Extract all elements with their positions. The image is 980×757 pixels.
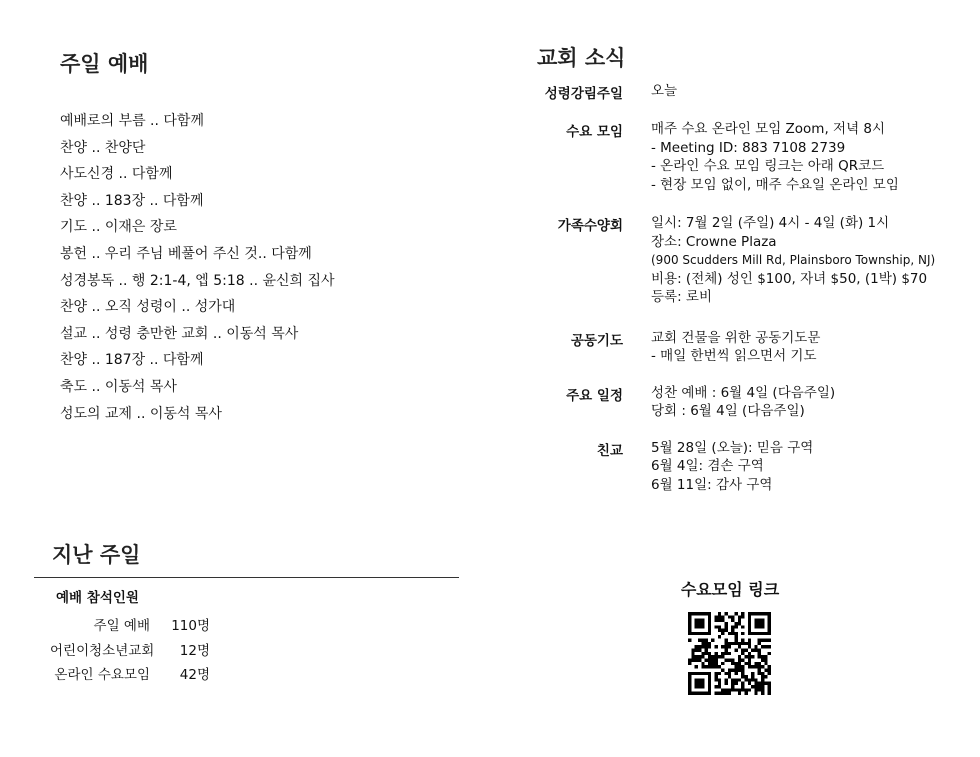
news-item-line: 오늘: [651, 83, 678, 99]
news-item-line: 6월 11일: 감사 구역: [651, 476, 773, 493]
news-item-line: - 온라인 수요 모임 링크는 아래 QR코드: [651, 158, 885, 174]
attendance-table: [50, 586, 210, 688]
news-item-label: 성령강림주일: [544, 86, 623, 102]
news-item-line: 5월 28일 (오늘): 믿음 구역: [651, 439, 814, 456]
worship-order-item: 사도신경 .. 다함께: [60, 166, 173, 183]
news-item-line: 장소: Crowne Plaza: [651, 233, 777, 250]
news-item-label: 친교: [596, 442, 623, 459]
worship-order-item: 예배로의 부름 .. 다함께: [60, 113, 204, 129]
last-week-title: 지난 주일: [52, 543, 141, 567]
attendance-count: 42명: [179, 667, 210, 683]
news-item-line: 교회 건물을 위한 공동기도문: [651, 329, 821, 346]
news-title: 교회 소식: [537, 46, 626, 70]
news-item-label: 수요 모임: [566, 124, 623, 140]
attendance-name: 주일 예배: [93, 618, 150, 634]
news-item-line: 매주 수요 온라인 모임 Zoom, 저녁 8시: [651, 121, 886, 137]
worship-order-item: 기도 .. 이재은 장로: [60, 219, 177, 236]
attendance-row: [50, 614, 210, 639]
attendance-title: 예배 참석인원: [56, 590, 139, 606]
worship-order-item: 찬양 .. 오직 성령이 .. 성가대: [60, 299, 236, 316]
attendance-name: 온라인 수요모임: [54, 667, 150, 683]
worship-order-item: 설교 .. 성령 충만한 교회 .. 이동석 목사: [60, 325, 299, 342]
news-item: [520, 384, 960, 421]
attendance-name: 어린이청소년교회: [50, 642, 155, 659]
qr-title: 수요모임 링크: [680, 580, 780, 599]
news-item-line: - Meeting ID: 883 7108 2739: [651, 139, 846, 156]
qr-code-icon[interactable]: [688, 612, 771, 695]
attendance-row: [50, 639, 210, 664]
news-item-line: 비용: (전체) 성인 $100, 자녀 $50, (1박) $70: [651, 270, 928, 287]
news-item: [520, 329, 960, 366]
news-item-label: 가족수양회: [557, 218, 623, 234]
attendance-row: [50, 663, 210, 688]
news-item: [520, 120, 960, 194]
news-item-line: 등록: 로비: [651, 289, 713, 305]
news-item-line: 성찬 예배 : 6월 4일 (다음주일): [651, 384, 836, 401]
news-item: [520, 214, 960, 307]
attendance-count: 110명: [171, 618, 210, 634]
worship-order-item: 찬양 .. 찬양단: [60, 139, 146, 156]
news-item: [520, 82, 960, 102]
worship-title: 주일 예배: [60, 52, 149, 76]
news-item-line: - 현장 모임 없이, 매주 수요일 온라인 모임: [651, 176, 899, 193]
news-item-line: 일시: 7월 2일 (주일) 4시 - 4일 (화) 1시: [651, 215, 890, 231]
worship-order-item: 성도의 교제 .. 이동석 목사: [60, 405, 222, 422]
news-item-line: - 매일 한번씩 읽으면서 기도: [651, 348, 817, 364]
worship-order-list: [60, 108, 335, 427]
news-item-label: 공동기도: [570, 332, 623, 349]
news-item: [520, 439, 960, 495]
worship-order-item: 찬양 .. 187장 .. 다함께: [60, 352, 204, 369]
worship-order-item: 봉헌 .. 우리 주님 베풀어 주신 것.. 다함께: [60, 245, 312, 262]
news-item-line: (900 Scudders Mill Rd, Plainsboro Township, NJ): [651, 253, 936, 267]
news-item-line: 당회 : 6월 4일 (다음주일): [651, 403, 805, 419]
news-item-line: 6월 4일: 겸손 구역: [651, 458, 764, 474]
worship-order-item: 찬양 .. 183장 .. 다함께: [60, 192, 204, 209]
news-item-label: 주요 일정: [566, 387, 623, 404]
worship-order-item: 축도 .. 이동석 목사: [60, 378, 177, 395]
attendance-count: 12명: [179, 642, 210, 659]
section-divider: [34, 577, 459, 578]
worship-order-item: 성경봉독 .. 행 2:1-4, 엡 5:18 .. 윤신희 집사: [60, 272, 335, 289]
news-list: [520, 82, 960, 494]
